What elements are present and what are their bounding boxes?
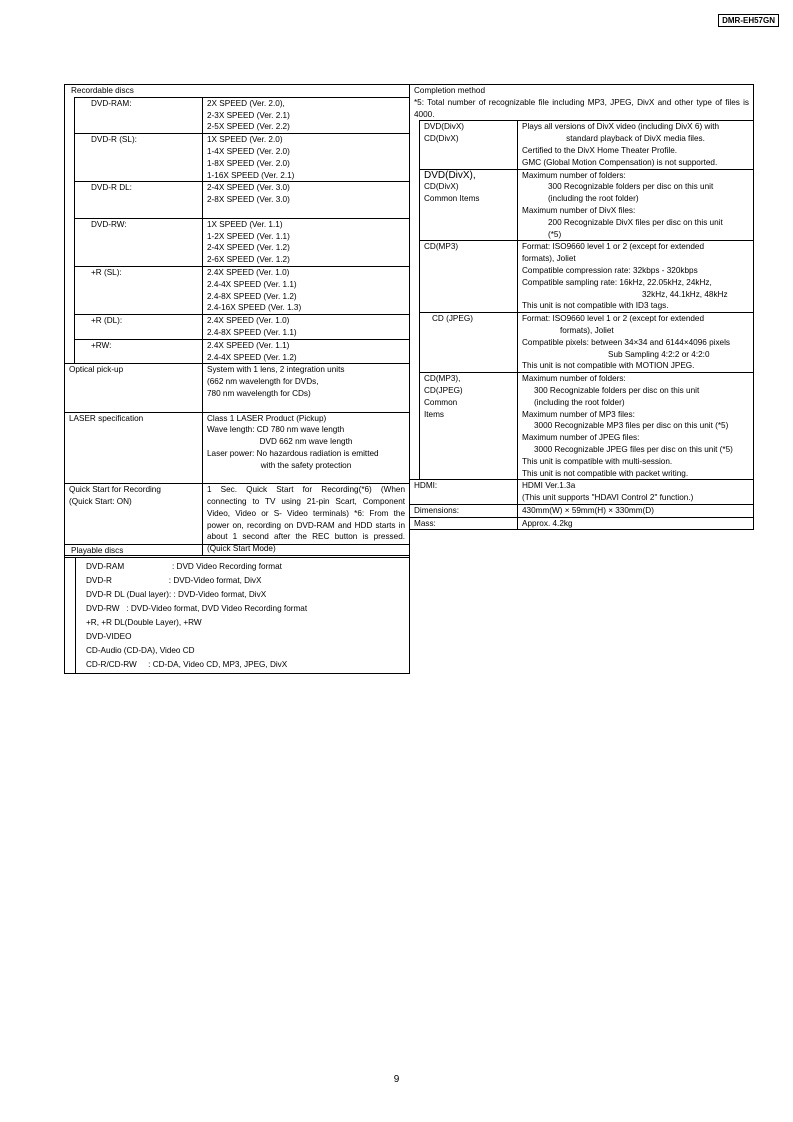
disc-speeds: 2.4X SPEED (Ver. 1.1) 2.4-4X SPEED (Ver. 1.2): [203, 339, 410, 364]
laser-value: Class 1 LASER Product (Pickup) Wave length: CD 780 nm wave length DVD 662 nm wave length Laser power: No hazardous radiation is emitted with the safety protection: [203, 412, 410, 484]
jpeg-row: [410, 313, 754, 373]
list-item: DVD-VIDEO: [86, 631, 132, 641]
completion-title: Completion method *5: Total number of recognizable file including MP3, JPEG, DivX and other type of files is 4000.: [410, 85, 754, 121]
disc-speeds: 2X SPEED (Ver. 2.0), 2-3X SPEED (Ver. 2.1) 2-5X SPEED (Ver. 2.2): [203, 97, 410, 133]
recordable-row: [65, 182, 410, 218]
dimensions-value: 430mm(W) × 59mm(H) × 330mm(D): [518, 504, 754, 517]
quick-start-value: 1 Sec. Quick Start for Recording(*6) (When connecting to TV using 21-pin Scart, Component Video, Video or S- Video terminals) *6: From the power on, recording on DVD-RAM and HDD starts in about 1 second after the REC button is pressed. (Quick Start Mode): [203, 484, 410, 556]
list-item: CD-Audio (CD-DA), Video CD: [86, 645, 195, 655]
disc-speeds: 2-4X SPEED (Ver. 3.0) 2-8X SPEED (Ver. 3.0): [203, 182, 410, 218]
playable-row: [65, 545, 755, 674]
divx-row: [410, 121, 754, 169]
completion-header-row: [410, 85, 754, 121]
list-item: +R, +R DL(Double Layer), +RW: [86, 617, 202, 627]
recordable-row: [65, 97, 410, 133]
playable-discs-title: Playable discs: [65, 545, 409, 558]
model-label: DMR-EH57GN: [718, 14, 779, 27]
list-item: DVD-R : DVD-Video format, DivX: [86, 575, 262, 585]
left-spec-table: [64, 84, 410, 556]
disc-speeds: 1X SPEED (Ver. 1.1) 1-2X SPEED (Ver. 1.1) 2-4X SPEED (Ver. 1.2) 2-6X SPEED (Ver. 1.2): [203, 218, 410, 266]
page-number: 9: [393, 1074, 400, 1085]
mass-label: Mass:: [410, 517, 518, 530]
disc-speeds: 2.4X SPEED (Ver. 1.0) 2.4-8X SPEED (Ver. 1.1): [203, 315, 410, 340]
recordable-discs-title: Recordable discs: [65, 85, 410, 98]
playable-discs-table: [64, 544, 755, 674]
recordable-row: [65, 266, 410, 314]
disc-name: DVD-RAM:: [75, 97, 203, 133]
playable-list: [75, 558, 409, 673]
disc-name: +R (DL):: [75, 315, 203, 340]
cd-common-label: CD(MP3), CD(JPEG) Common Items: [420, 373, 518, 480]
divx-label: DVD(DivX) CD(DivX): [420, 121, 518, 169]
mass-row: [410, 517, 754, 530]
recordable-row: [65, 134, 410, 182]
divx-value: Plays all versions of DivX video (including DivX 6) with standard playback of DivX media files. Certified to the DivX Home Theater Profile. GMC (Global Motion Compensation) is not supported.: [518, 121, 754, 169]
cd-common-value: Maximum number of folders: 300 Recognizable folders per disc on this unit (including the root folder) Maximum number of MP3 files: 3000 Recognizable MP3 files per disc on this unit (*5) Maximum number of JPEG files: 3000 Recognizable JPEG files per disc on this unit (*5) This unit is compatible with multi-session. This unit is not compatible with packet writing.: [518, 373, 754, 480]
recordable-row: [65, 315, 410, 340]
right-spec-table: [409, 84, 754, 530]
list-item: DVD-RAM : DVD Video Recording format: [86, 561, 282, 571]
disc-speeds: 2.4X SPEED (Ver. 1.0) 2.4-4X SPEED (Ver. 1.1) 2.4-8X SPEED (Ver. 1.2) 2.4-16X SPEED (Ver. 1.3): [203, 266, 410, 314]
recordable-row: [65, 218, 410, 266]
recordable-header-row: [65, 85, 410, 98]
disc-name: DVD-R DL:: [75, 182, 203, 218]
divx-common-label: DVD(DivX), CD(DivX) Common Items: [420, 169, 518, 241]
disc-name: +R (SL):: [75, 266, 203, 314]
hdmi-row: [410, 480, 754, 505]
list-item: CD-R/CD-RW : CD-DA, Video CD, MP3, JPEG, DivX: [86, 659, 288, 669]
list-item: DVD-RW : DVD-Video format, DVD Video Recording format: [86, 603, 308, 613]
optical-label: Optical pick-up: [65, 364, 203, 412]
jpeg-label: CD (JPEG): [420, 313, 518, 373]
jpeg-value: Format: ISO9660 level 1 or 2 (except for extended formats), Joliet Compatible pixels: between 34×34 and 6144×4096 pixels Sub Sampling 4:2:2 or 4:2:0 This unit is not compatible with MOTION JPEG.: [518, 313, 754, 373]
mass-value: Approx. 4.2kg: [518, 517, 754, 530]
mp3-label: CD(MP3): [420, 241, 518, 313]
mp3-row: [410, 241, 754, 313]
divx-common-value: Maximum number of folders: 300 Recognizable folders per disc on this unit (including the root folder) Maximum number of DivX files: 200 Recognizable DivX files per disc on this unit (*5): [518, 169, 754, 241]
quick-start-label: Quick Start for Recording (Quick Start: ON): [65, 484, 203, 556]
recordable-row: [65, 339, 410, 364]
disc-name: DVD-R (SL):: [75, 134, 203, 182]
disc-name: DVD-RW:: [75, 218, 203, 266]
divx-common-row: [410, 169, 754, 241]
mp3-value: Format: ISO9660 level 1 or 2 (except for extended formats), Joliet Compatible compression rate: 32kbps - 320kbps Compatible sampling rate: 16kHz, 22.05kHz, 24kHz, 32kHz, 44.1kHz, 48kHz This unit is not compatible with ID3 tags.: [518, 241, 754, 313]
playable-cell: [65, 545, 410, 674]
laser-row: [65, 412, 410, 484]
list-item: DVD-R DL (Dual layer): : DVD-Video format, DivX: [86, 589, 267, 599]
dimensions-row: [410, 504, 754, 517]
dimensions-label: Dimensions:: [410, 504, 518, 517]
optical-row: [65, 364, 410, 412]
optical-value: System with 1 lens, 2 integration units (662 nm wavelength for DVDs, 780 nm wavelength for CDs): [203, 364, 410, 412]
disc-name: +RW:: [75, 339, 203, 364]
hdmi-value: HDMI Ver.1.3a (This unit supports "HDAVI Control 2" function.): [518, 480, 754, 505]
cd-common-row: [410, 373, 754, 480]
hdmi-label: HDMI:: [410, 480, 518, 505]
disc-speeds: 1X SPEED (Ver. 2.0) 1-4X SPEED (Ver. 2.0) 1-8X SPEED (Ver. 2.0) 1-16X SPEED (Ver. 2.1): [203, 134, 410, 182]
laser-label: LASER specification: [65, 412, 203, 484]
